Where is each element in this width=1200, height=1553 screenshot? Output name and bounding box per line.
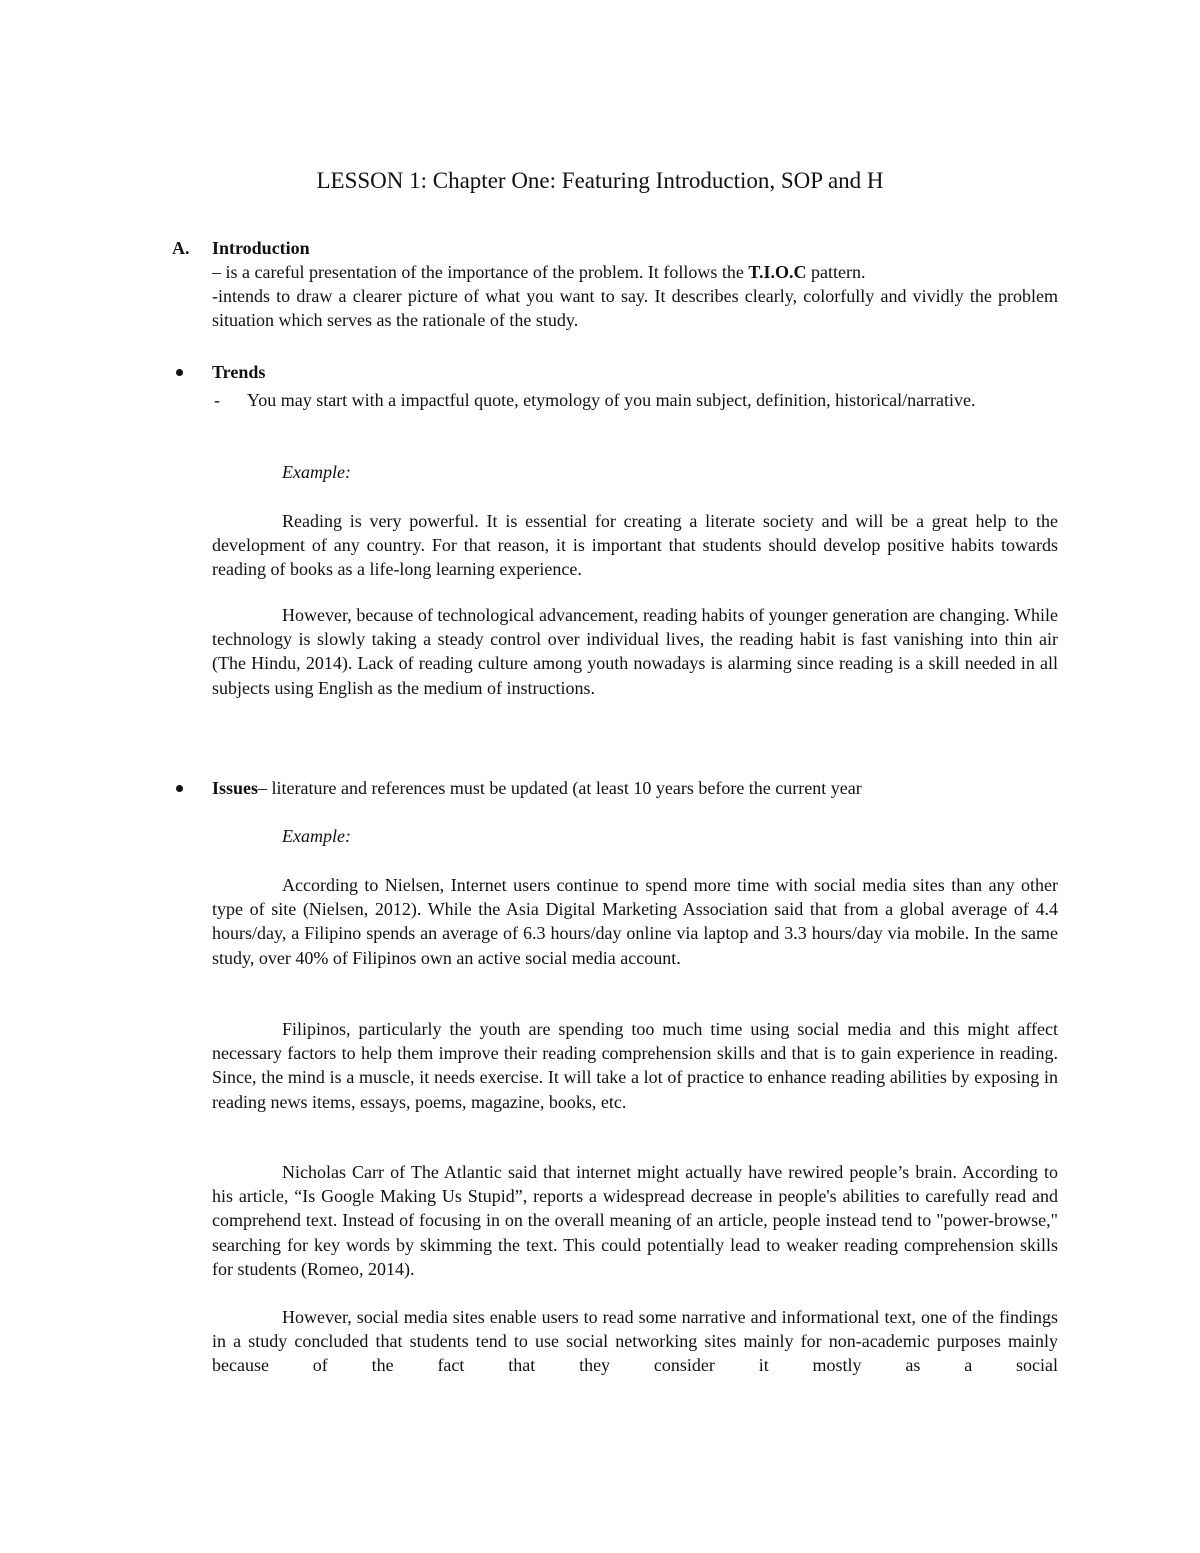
section-a-line1-pre: – is a careful presentation of the importance of the problem. It follows the	[212, 262, 749, 282]
issues-paragraph-1: According to Nielsen, Internet users continue to spend more time with social media sites than any other type of site (Nielsen, 2012). While the Asia Digital Marketing Association said that from a global average of 4.4 hours/day, a Filipino spends an average of 6.3 hours/day online via laptop and 3.3 hours/day via mobile. In the same study, over 40% of Filipinos own an active social media account.	[212, 875, 1058, 968]
section-a-line1-post: pattern.	[806, 262, 866, 282]
trends-text: You may start with a impactful quote, etymology of you main subject, definition, historical/narrative.	[247, 390, 976, 410]
section-a-line1	[212, 260, 866, 284]
trends-example-label: Example:	[282, 462, 351, 482]
issues-line	[212, 776, 862, 800]
trends-dash: -	[214, 390, 220, 410]
issues-example-label: Example:	[282, 826, 351, 846]
issues-heading: Issues	[212, 778, 259, 798]
issues-paragraph-4: However, social media sites enable users to read some narrative and informational text, one of the findings in a study concluded that students tend to use social networking sites mainly for non-academic purposes mainly because of the fact that they consider it mostly as a social	[212, 1307, 1058, 1376]
bullet-dot-icon	[176, 785, 183, 792]
trends-heading: Trends	[212, 362, 266, 382]
section-a-paragraph: -intends to draw a clearer picture of what you want to say. It describes clearly, colorfully and vividly the problem situation which serves as the rationale of the study.	[212, 286, 1058, 331]
bullet-dot-icon	[176, 369, 183, 376]
issues-paragraph-2: Filipinos, particularly the youth are spending too much time using social media and this might affect necessary factors to help them improve their reading comprehension skills and that is to gain experience in reading. Since, the mind is a muscle, it needs exercise. It will take a lot of practice to enhance reading abilities by exposing in reading news items, essays, poems, magazine, books, etc.	[212, 1019, 1058, 1112]
page-title: LESSON 1: Chapter One: Featuring Introduction, SOP and H	[316, 168, 884, 193]
trends-paragraph-2: However, because of technological advancement, reading habits of younger generation are changing. While technology is slowly taking a steady control over individual lives, the reading habit is fast vanishing into thin air (The Hindu, 2014). Lack of reading culture among youth nowadays is alarming since reading is a skill needed in all subjects using English as the medium of instructions.	[212, 605, 1058, 698]
issues-text: – literature and references must be updated (at least 10 years before the current year	[258, 778, 862, 798]
section-a-marker: A.	[172, 238, 190, 258]
trends-paragraph-1: Reading is very powerful. It is essential for creating a literate society and will be a great help to the development of any country. For that reason, it is important that students should develop positive habits towards reading of books as a life-long learning experience.	[212, 511, 1058, 580]
tioc-label: T.I.O.C	[748, 262, 807, 282]
issues-paragraph-3: Nicholas Carr of The Atlantic said that internet might actually have rewired people’s brain. According to his article, “Is Google Making Us Stupid”, reports a widespread decrease in people's abilities to carefully read and comprehend text. Instead of focusing in on the overall meaning of an article, people instead tend to "power-browse," searching for key words by skimming the text. This could potentially lead to weaker reading comprehension skills for students (Romeo, 2014).	[212, 1162, 1058, 1279]
section-a-heading: Introduction	[212, 238, 310, 258]
